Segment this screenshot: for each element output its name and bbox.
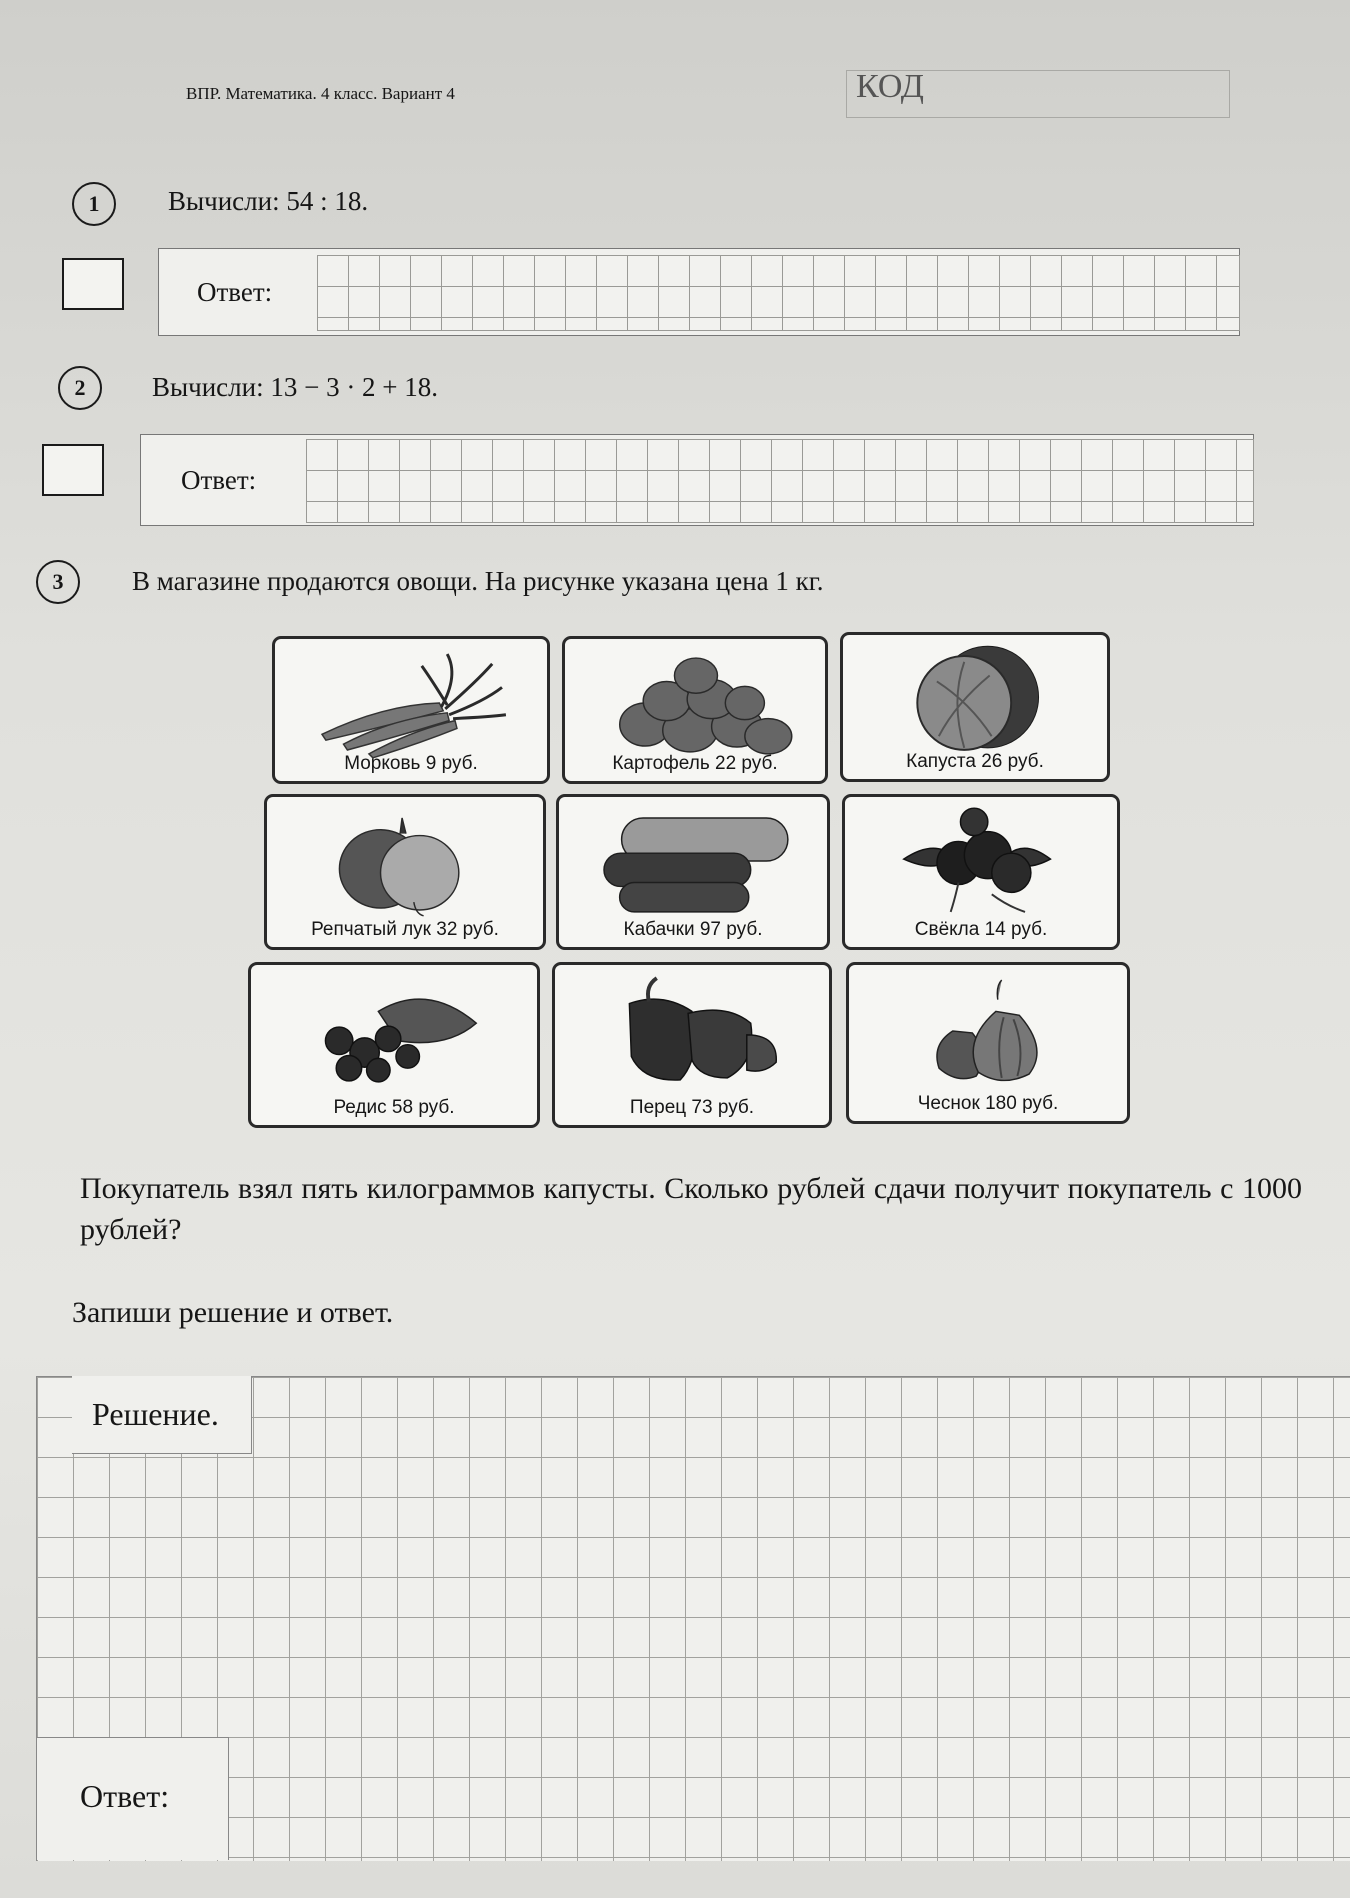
task-3-text: В магазине продаются овощи. На рисунке указана цена 1 кг. bbox=[132, 566, 824, 596]
vegetable-caption: Свёкла 14 руб. bbox=[914, 919, 1048, 940]
task-2-number: 2 bbox=[58, 366, 102, 410]
zucchini-icon bbox=[559, 803, 827, 921]
page-header-title: ВПР. Математика. 4 класс. Вариант 4 bbox=[186, 84, 455, 103]
task-3-instruction: Запиши решение и ответ. bbox=[72, 1296, 394, 1329]
vegetable-card bbox=[248, 962, 540, 1128]
vegetable-caption: Перец 73 руб. bbox=[629, 1097, 755, 1118]
onion-icon bbox=[267, 803, 543, 921]
final-answer-label: Ответ: bbox=[80, 1778, 170, 1814]
task-3-number: 3 bbox=[36, 560, 80, 604]
task-1-answer-row bbox=[158, 248, 1240, 336]
solution-label: Решение. bbox=[92, 1396, 219, 1432]
task-2-answer-label: Ответ: bbox=[181, 464, 257, 495]
vegetable-card bbox=[272, 636, 550, 784]
vegetable-card bbox=[556, 794, 830, 950]
vegetable-card bbox=[264, 794, 546, 950]
vegetable-caption: Чеснок 180 руб. bbox=[917, 1093, 1059, 1114]
task-1-text: Вычисли: 54 : 18. bbox=[168, 186, 369, 216]
potato-icon bbox=[565, 645, 825, 763]
vegetable-caption: Редис 58 руб. bbox=[333, 1097, 455, 1118]
radish-icon bbox=[251, 971, 537, 1089]
task-2-answer-row bbox=[140, 434, 1254, 526]
code-label: КОД bbox=[856, 68, 924, 105]
task-3-question: Покупатель взял пять килограммов капусты. Сколько рублей сдачи получит покупатель с 1000 рублей? bbox=[80, 1172, 1302, 1246]
task-1-answer-grid[interactable] bbox=[317, 255, 1240, 331]
cabbage-icon bbox=[843, 641, 1107, 759]
vegetable-caption: Морковь 9 руб. bbox=[344, 753, 478, 774]
pepper-icon bbox=[555, 971, 829, 1089]
vegetable-caption: Картофель 22 руб. bbox=[612, 753, 778, 774]
vegetable-card bbox=[562, 636, 828, 784]
task-1-score-box[interactable] bbox=[62, 258, 124, 310]
vegetable-caption: Кабачки 97 руб. bbox=[623, 919, 763, 940]
task-2-text: Вычисли: 13 − 3 · 2 + 18. bbox=[152, 372, 439, 402]
beet-icon bbox=[845, 803, 1117, 921]
vegetable-card bbox=[846, 962, 1130, 1124]
vegetable-caption: Капуста 26 руб. bbox=[906, 751, 1044, 772]
garlic-icon bbox=[849, 971, 1127, 1089]
vegetable-card bbox=[842, 794, 1120, 950]
vegetable-caption: Репчатый лук 32 руб. bbox=[311, 919, 499, 940]
carrot-icon bbox=[275, 645, 547, 763]
task-2-score-box[interactable] bbox=[42, 444, 104, 496]
task-1-number: 1 bbox=[72, 182, 116, 226]
vegetable-card bbox=[552, 962, 832, 1128]
vegetable-card bbox=[840, 632, 1110, 782]
task-1-answer-label: Ответ: bbox=[197, 276, 273, 307]
task-2-answer-grid[interactable] bbox=[306, 439, 1254, 523]
